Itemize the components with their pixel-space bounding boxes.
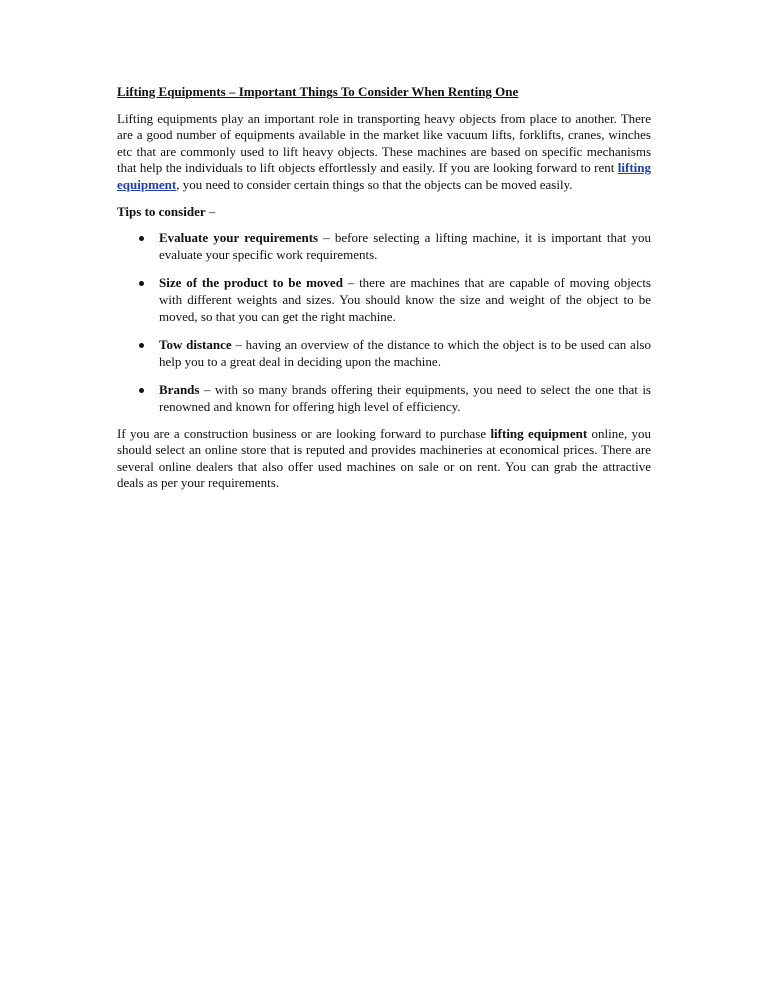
bullet-icon [139,281,144,286]
document-page [117,84,651,502]
tip-text: – there are machines that are capable of moving objects with different weights and sizes. You should know the size and weight of the object to be moved, so that you can get the right machine. [159,275,651,324]
intro-text-before-link: Lifting equipments play an important role in transporting heavy objects from place to another. There are a good number of equipments available in the market like vacuum lifts, forklifts, cranes, winches etc that are commonly used to lift heavy objects. These machines are based on specific mechanisms that help the individuals to lift objects effortlessly and easily. If you are looking forward to rent [117,110,651,176]
bullet-icon [139,236,144,241]
closing-text-after-bold: online, you should select an online store that is reputed and provides machineries at economical prices. There are several online dealers that also offer used machines on sale or on rent. You can grab the attractive deals as per your requirements. [117,425,652,491]
page-title: Lifting Equipments – Important Things To Consider When Renting One [117,84,519,99]
tips-heading-label: Tips to consider [117,203,206,219]
tip-term: Tow distance [159,337,232,353]
closing-paragraph [117,426,651,492]
tips-list [117,230,651,415]
tip-text: – having an overview of the distance to which the object is to be used can also help you to a great deal in deciding upon the machine. [159,337,651,369]
lifting-equipment-link[interactable]: lifting equipment [117,160,651,192]
list-item [117,382,651,415]
closing-bold-keyword: lifting equipment [490,425,588,441]
tips-heading [117,204,651,221]
tip-term: Size of the product to be moved [159,275,343,291]
tips-heading-dash: – [205,203,216,219]
list-item [117,337,651,370]
intro-text-after-link: , you need to consider certain things so that the objects can be moved easily. [176,176,573,192]
bullet-icon [139,343,144,348]
bullet-icon [139,388,144,393]
tip-text: – with so many brands offering their equipments, you need to select the one that is renowned and known for offering high level of efficiency. [159,382,651,414]
intro-paragraph [117,111,651,194]
tip-term: Brands [159,382,200,398]
list-item [117,230,651,263]
tip-text: – before selecting a lifting machine, it is important that you evaluate your specific work requirements. [159,230,651,262]
list-item [117,275,651,325]
tip-term: Evaluate your requirements [159,230,319,246]
closing-text-before-bold: If you are a construction business or are looking forward to purchase [117,425,491,441]
